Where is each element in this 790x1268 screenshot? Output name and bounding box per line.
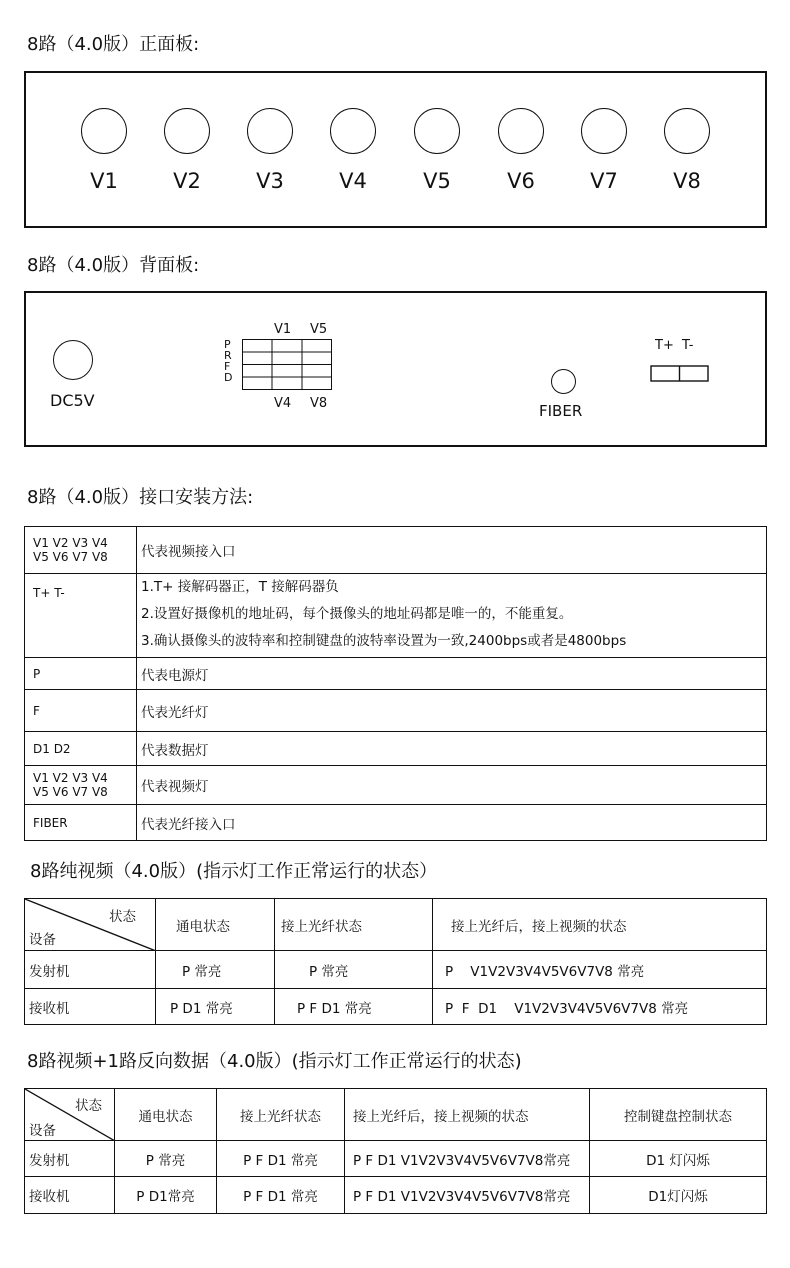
grid-label-v5: V5 [310, 322, 328, 337]
video-jack-5 [414, 108, 460, 154]
install-table [24, 526, 767, 841]
status-cell: P D1 常亮 [156, 989, 275, 1025]
status-cell: D1 灯闪烁 [590, 1141, 767, 1177]
install-desc: 代表视频接入口 [137, 527, 767, 574]
install-key: F [25, 690, 137, 732]
video-jack-6 [498, 108, 544, 154]
status-cell: P F D1 V1V2V3V4V5V6V7V8常亮 [345, 1141, 590, 1177]
front-panel-heading: 8路（4.0版）正面板: [27, 34, 200, 55]
status-cell: P F D1 常亮 [275, 989, 433, 1025]
video-label-3: V3 [256, 169, 284, 193]
install-desc: 代表数据灯 [137, 732, 767, 766]
table-row [25, 1141, 767, 1177]
table-row [25, 690, 767, 732]
fiber-port [551, 369, 576, 394]
device-name: 发射机 [25, 1141, 115, 1177]
status-cell: P D1常亮 [115, 1177, 217, 1214]
status-cell: P F D1 常亮 [217, 1177, 345, 1214]
table-row [25, 766, 767, 805]
rs485-terminal [650, 365, 710, 383]
table-row [25, 1177, 767, 1214]
corner-cell [25, 1089, 115, 1141]
fiber-label: FIBER [539, 402, 583, 420]
corner-state-label: 状态 [109, 909, 136, 925]
grid-label-v4: V4 [274, 396, 292, 411]
install-key: V1 V2 V3 V4 V5 V6 V7 V8 [25, 766, 137, 805]
table-row [25, 732, 767, 766]
grid-label-v1: V1 [274, 322, 292, 337]
table-row [25, 574, 767, 658]
back-panel [24, 291, 767, 447]
table1-heading: 8路纯视频（4.0版）(指示灯工作正常运行的状态） [30, 861, 438, 882]
video-label-6: V6 [507, 169, 535, 193]
status-cell: P 常亮 [115, 1141, 217, 1177]
front-panel [24, 71, 767, 228]
install-key: V1 V2 V3 V4 V5 V6 V7 V8 [25, 527, 137, 574]
install-key: FIBER [25, 805, 137, 841]
dc-power-jack [53, 340, 93, 380]
tplus-label: T+ [655, 338, 674, 353]
table2-heading: 8路视频+1路反向数据（4.0版）(指示灯工作正常运行的状态) [27, 1051, 522, 1072]
status-cell: P 常亮 [275, 951, 433, 989]
status-table-2 [24, 1088, 767, 1214]
table-row [25, 527, 767, 574]
header-fiber: 接上光纤状态 [275, 899, 433, 951]
corner-device-label: 设备 [29, 932, 56, 948]
install-key: T+ T- [25, 574, 137, 658]
header-fiber: 接上光纤状态 [217, 1089, 345, 1141]
status-cell: D1灯闪烁 [590, 1177, 767, 1214]
corner-state-label: 状态 [75, 1098, 102, 1114]
video-label-4: V4 [339, 169, 367, 193]
status-cell: P F D1 V1V2V3V4V5V6V7V8常亮 [345, 1177, 590, 1214]
video-jack-3 [247, 108, 293, 154]
header-power: 通电状态 [156, 899, 275, 951]
video-jack-8 [664, 108, 710, 154]
corner-device-label: 设备 [29, 1123, 56, 1139]
status-cell: P V1V2V3V4V5V6V7V8 常亮 [433, 951, 767, 989]
device-name: 发射机 [25, 951, 156, 989]
table-row [25, 989, 767, 1025]
status-cell: P 常亮 [156, 951, 275, 989]
grid-label-v8: V8 [310, 396, 328, 411]
install-desc: 代表视频灯 [137, 766, 767, 805]
table-row [25, 805, 767, 841]
table-row [25, 1089, 767, 1141]
tminus-label: T- [682, 338, 694, 353]
header-fiber-video: 接上光纤后，接上视频的状态 [345, 1089, 590, 1141]
install-key: D1 D2 [25, 732, 137, 766]
install-desc: 代表光纤接入口 [137, 805, 767, 841]
video-label-7: V7 [590, 169, 618, 193]
grid-row-letters: P R F D [224, 338, 233, 384]
status-cell: P F D1 V1V2V3V4V5V6V7V8 常亮 [433, 989, 767, 1025]
corner-cell [25, 899, 156, 951]
header-power: 通电状态 [115, 1089, 217, 1141]
video-jack-2 [164, 108, 210, 154]
status-table-1 [24, 898, 767, 1025]
install-desc: 1.T+ 接解码器正，T 接解码器负 2.设置好摄像机的地址码，每个摄像头的地址码都是唯一的，不能重复。 3.确认摄像头的波特率和控制键盘的波特率设置为一致,2400bps或者是4800bps [137, 574, 767, 658]
install-desc: 代表光纤灯 [137, 690, 767, 732]
header-keyboard: 控制键盘控制状态 [590, 1089, 767, 1141]
video-jack-7 [581, 108, 627, 154]
table-row [25, 951, 767, 989]
table-row [25, 899, 767, 951]
install-desc: 代表电源灯 [137, 658, 767, 690]
header-fiber-video: 接上光纤后，接上视频的状态 [433, 899, 767, 951]
video-label-8: V8 [673, 169, 701, 193]
device-name: 接收机 [25, 989, 156, 1025]
led-indicator-grid [242, 339, 334, 393]
dc-label: DC5V [50, 391, 95, 410]
video-jack-4 [330, 108, 376, 154]
install-key: P [25, 658, 137, 690]
install-heading: 8路（4.0版）接口安装方法: [27, 487, 254, 508]
device-name: 接收机 [25, 1177, 115, 1214]
table-row [25, 658, 767, 690]
status-cell: P F D1 常亮 [217, 1141, 345, 1177]
back-panel-heading: 8路（4.0版）背面板: [27, 255, 200, 276]
video-label-5: V5 [423, 169, 451, 193]
video-jack-1 [81, 108, 127, 154]
video-label-2: V2 [173, 169, 201, 193]
video-label-1: V1 [90, 169, 118, 193]
